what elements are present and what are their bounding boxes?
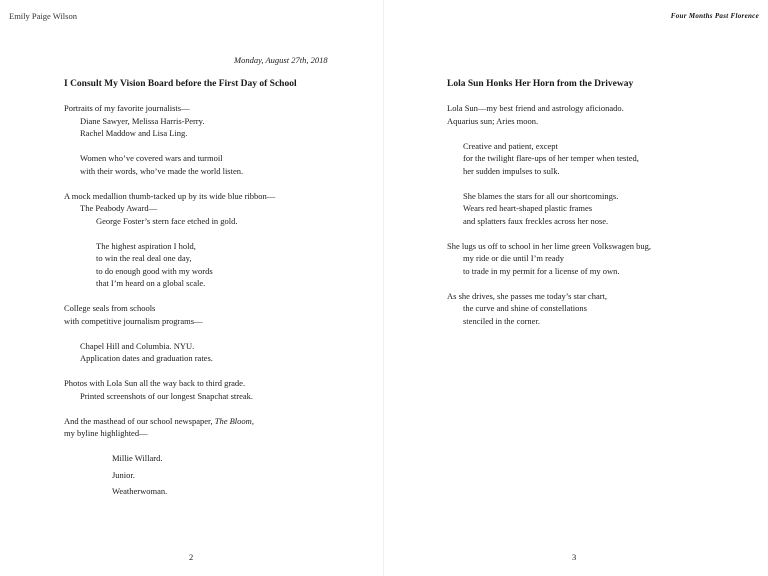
poem-line: Photos with Lola Sun all the way back to third grade. xyxy=(64,378,246,388)
poem-line: to do enough good with my words xyxy=(96,265,213,276)
poem-line: Junior. xyxy=(112,469,135,480)
poem-line: The Peabody Award— xyxy=(80,203,158,213)
poem-line: with competitive journalism programs— xyxy=(64,315,203,326)
newspaper-name: The Bloom xyxy=(214,415,252,426)
poem-line: Lola Sun—my best friend and astrology aficionado. xyxy=(447,103,624,113)
poem-line: her sudden impulses to sulk. xyxy=(463,165,560,176)
poem-line: that I’m heard on a global scale. xyxy=(96,278,206,288)
author-running-head: Emily Paige Wilson xyxy=(9,11,77,21)
poem-line: The highest aspiration I hold, xyxy=(96,240,196,251)
poem-line: Aquarius sun; Aries moon. xyxy=(447,115,539,126)
poem-line: to trade in my permit for a license of my own. xyxy=(463,265,620,276)
poem-line: the curve and shine of constellations xyxy=(463,303,587,313)
poem-line: my ride or die until I’m ready xyxy=(463,253,565,263)
poem-body-left xyxy=(64,102,275,498)
poem-line: my byline highlighted— xyxy=(64,428,148,438)
poem-line: Printed screenshots of our longest Snapchat streak. xyxy=(80,390,254,401)
poem-line: As she drives, she passes me today’s star chart, xyxy=(447,290,608,301)
poem-line: Portraits of my favorite journalists— xyxy=(64,103,190,113)
poem-line: and splatters faux freckles across her nose. xyxy=(463,215,609,226)
poem-line: George Foster’s stern face etched in gold. xyxy=(96,215,238,226)
poem-line-part: And the masthead of our school newspaper, xyxy=(64,415,215,426)
page-number-right: 3 xyxy=(572,552,577,562)
poem-line: A mock medallion thumb-tacked up by its wide blue ribbon— xyxy=(64,190,276,201)
poem-line: She blames the stars for all our shortcomings. xyxy=(463,190,619,201)
poem-line xyxy=(64,415,275,428)
poem-body-right xyxy=(447,102,651,327)
book-title-running-head: Four Months Past Florence xyxy=(670,12,759,20)
poem-line: Diane Sawyer, Melissa Harris-Perry. xyxy=(80,115,205,126)
poem-line: Millie Willard. xyxy=(112,453,163,463)
poem-line: Wears red heart-shaped plastic frames xyxy=(463,203,593,213)
poem-line: Creative and patient, except xyxy=(463,140,558,151)
poem-line: Application dates and graduation rates. xyxy=(80,353,213,363)
poem-line: She lugs us off to school in her lime green Volkswagen bug, xyxy=(447,240,651,251)
poem-line: Rachel Maddow and Lisa Ling. xyxy=(80,128,188,138)
poem-line: to win the real deal one day, xyxy=(96,253,192,263)
page-number-left: 2 xyxy=(189,552,194,562)
poem-line: with their words, who’ve made the world listen. xyxy=(80,165,244,176)
poem-line: Weatherwoman. xyxy=(112,486,168,496)
poem-title-right: Lola Sun Honks Her Horn from the Driveway xyxy=(447,79,634,89)
poem-line: Chapel Hill and Columbia. NYU. xyxy=(80,340,195,351)
poem-title-left: I Consult My Vision Board before the First Day of School xyxy=(64,79,297,89)
poem-line-part: , xyxy=(251,415,254,426)
poem-line: Women who’ve covered wars and turmoil xyxy=(80,153,223,163)
right-page xyxy=(384,0,768,576)
poem-line: stenciled in the corner. xyxy=(463,315,540,326)
poem-line: College seals from schools xyxy=(64,303,156,313)
poem-date: Monday, August 27th, 2018 xyxy=(234,55,328,65)
poem-line: for the twilight flare-ups of her temper when tested, xyxy=(463,153,639,163)
